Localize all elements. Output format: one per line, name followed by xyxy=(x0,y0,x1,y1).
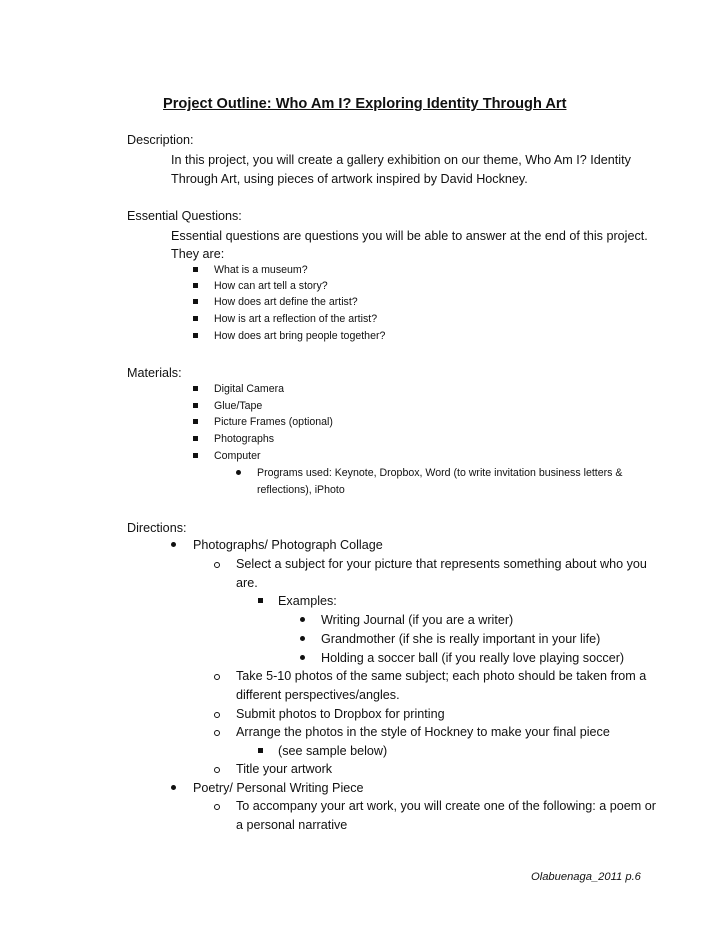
photo-step: are. xyxy=(236,576,258,590)
round-bullet-icon xyxy=(300,655,305,660)
materials-heading: Materials: xyxy=(127,366,182,380)
sample-note: (see sample below) xyxy=(278,744,388,758)
round-bullet-icon xyxy=(171,785,176,790)
question-item: How does art bring people together? xyxy=(214,330,386,342)
description-line: Through Art, using pieces of artwork inspired by David Hockney. xyxy=(171,172,528,186)
hollow-bullet-icon xyxy=(214,767,220,773)
photo-section-label: Photographs/ Photograph Collage xyxy=(193,538,383,552)
example-item: Writing Journal (if you are a writer) xyxy=(321,613,514,627)
poetry-section-label: Poetry/ Personal Writing Piece xyxy=(193,781,364,795)
material-item: Glue/Tape xyxy=(214,400,263,412)
material-item: Photographs xyxy=(214,433,275,445)
photo-step: different perspectives/angles. xyxy=(236,688,400,702)
question-item: How is art a reflection of the artist? xyxy=(214,313,378,325)
square-bullet-icon xyxy=(193,333,198,338)
round-bullet-icon xyxy=(300,617,305,622)
essential-intro-line: Essential questions are questions you will be able to answer at the end of this project. xyxy=(171,229,648,243)
hollow-bullet-icon xyxy=(214,730,220,736)
round-bullet-icon xyxy=(236,470,241,475)
essential-questions-heading: Essential Questions: xyxy=(127,209,242,223)
example-item: Grandmother (if she is really important in your life) xyxy=(321,632,601,646)
directions-heading: Directions: xyxy=(127,521,187,535)
question-item: What is a museum? xyxy=(214,264,308,276)
photo-step: Arrange the photos in the style of Hockney to make your final piece xyxy=(236,725,610,739)
poetry-step: To accompany your art work, you will create one of the following: a poem or xyxy=(236,799,656,813)
example-item: Holding a soccer ball (if you really love playing soccer) xyxy=(321,651,625,665)
square-bullet-icon xyxy=(193,419,198,424)
photo-step: Title your artwork xyxy=(236,762,333,776)
page-footer: Olabuenaga_2011 p.6 xyxy=(531,871,641,883)
page-title: Project Outline: Who Am I? Exploring Identity Through Art xyxy=(163,96,567,112)
material-item: Digital Camera xyxy=(214,383,285,395)
hollow-bullet-icon xyxy=(214,562,220,568)
square-bullet-icon xyxy=(193,403,198,408)
programs-line: reflections), iPhoto xyxy=(257,484,345,496)
programs-line: Programs used: Keynote, Dropbox, Word (to write invitation business letters & xyxy=(257,467,623,479)
square-bullet-icon xyxy=(193,316,198,321)
square-bullet-icon xyxy=(193,267,198,272)
square-bullet-icon xyxy=(193,436,198,441)
hollow-bullet-icon xyxy=(214,674,220,680)
square-bullet-icon xyxy=(193,283,198,288)
square-bullet-icon xyxy=(193,299,198,304)
square-bullet-icon xyxy=(193,386,198,391)
question-item: How can art tell a story? xyxy=(214,280,328,292)
description-heading: Description: xyxy=(127,133,194,147)
photo-step: Submit photos to Dropbox for printing xyxy=(236,707,445,721)
description-line: In this project, you will create a gallery exhibition on our theme, Who Am I? Identity xyxy=(171,153,631,167)
material-item: Picture Frames (optional) xyxy=(214,416,333,428)
material-item: Computer xyxy=(214,450,261,462)
essential-intro-line: They are: xyxy=(171,247,225,261)
square-bullet-icon xyxy=(258,598,263,603)
square-bullet-icon xyxy=(193,453,198,458)
round-bullet-icon xyxy=(300,636,305,641)
poetry-step: a personal narrative xyxy=(236,818,348,832)
hollow-bullet-icon xyxy=(214,712,220,718)
hollow-bullet-icon xyxy=(214,804,220,810)
photo-step: Take 5-10 photos of the same subject; each photo should be taken from a xyxy=(236,669,647,683)
square-bullet-icon xyxy=(258,748,263,753)
examples-label: Examples: xyxy=(278,594,337,608)
photo-step: Select a subject for your picture that represents something about who you xyxy=(236,557,647,571)
round-bullet-icon xyxy=(171,542,176,547)
question-item: How does art define the artist? xyxy=(214,296,358,308)
